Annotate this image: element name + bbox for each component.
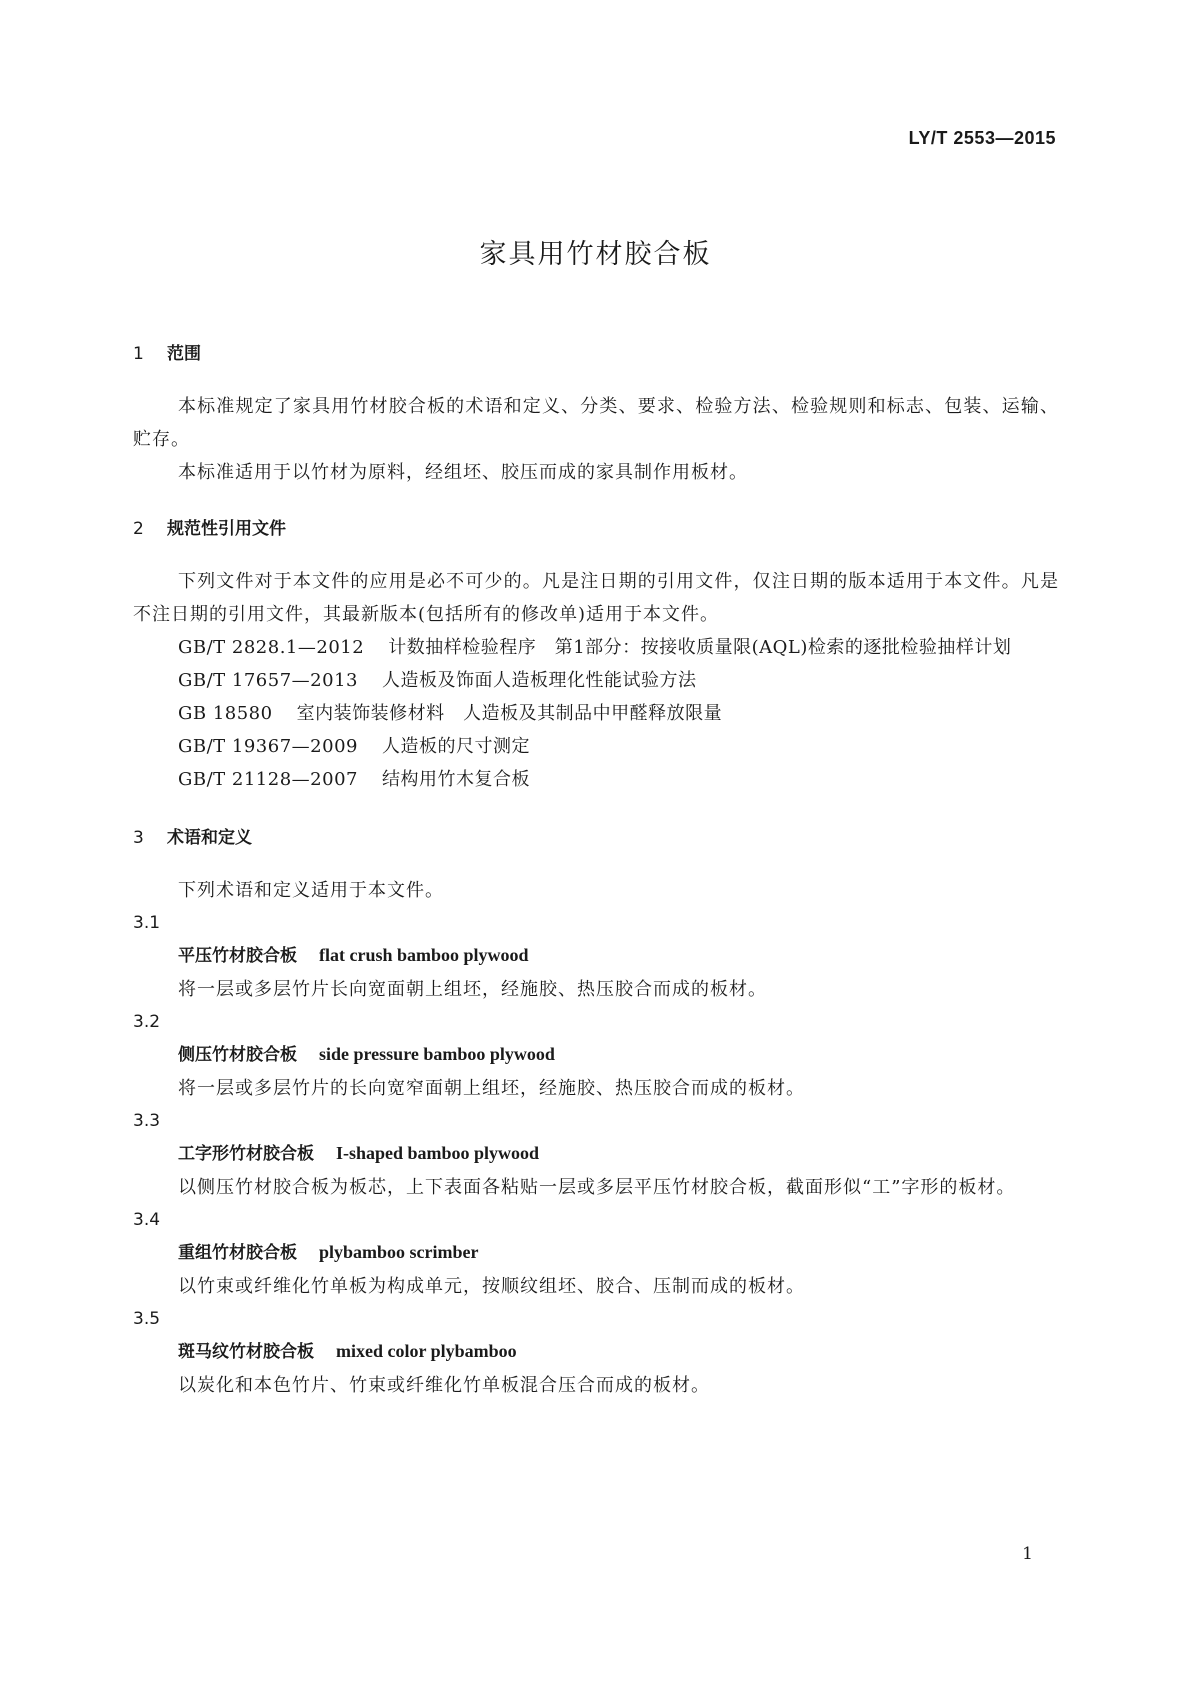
term-chinese: 工字形竹材胶合板 bbox=[178, 1144, 314, 1164]
term-english: plybamboo scrimber bbox=[319, 1242, 479, 1262]
term-heading bbox=[133, 1137, 1059, 1171]
term-definition: 将一层或多层竹片长向宽面朝上组坯，经施胶、热压胶合而成的板材。 bbox=[178, 979, 767, 1000]
reference-code: GB/T 21128—2007 bbox=[178, 769, 358, 790]
term-number: 3.4 bbox=[133, 1210, 161, 1230]
reference-code: GB/T 19367—2009 bbox=[178, 736, 358, 757]
reference-name: 结构用竹木复合板 bbox=[381, 769, 530, 790]
term-number: 3.1 bbox=[133, 913, 161, 933]
document-body bbox=[133, 342, 1059, 1402]
paragraph: 下列术语和定义适用于本文件。 bbox=[178, 880, 444, 901]
term-definition: 以炭化和本色竹片、竹束或纤维化竹单板混合压合而成的板材。 bbox=[178, 1375, 710, 1396]
reference-code: GB/T 17657—2013 bbox=[178, 670, 358, 691]
term-heading bbox=[133, 1038, 1059, 1072]
term-heading bbox=[133, 939, 1059, 973]
term-english: side pressure bamboo plywood bbox=[319, 1044, 555, 1064]
term-number: 3.3 bbox=[133, 1111, 161, 1131]
section-number: 3 bbox=[133, 828, 144, 848]
paragraph: 下列文件对于本文件的应用是必不可少的。凡是注日期的引用文件，仅注日期的版本适用于本文件。凡是不注日期的引用文件，其最新版本(包括所有的修改单)适用于本文件。 bbox=[133, 571, 1059, 625]
section-title: 范围 bbox=[167, 344, 201, 364]
section-number: 1 bbox=[133, 344, 144, 364]
document-title: 家具用竹材胶合板 bbox=[479, 239, 712, 270]
reference-item bbox=[133, 763, 1059, 796]
term-chinese: 斑马纹竹材胶合板 bbox=[178, 1342, 314, 1362]
term-english: I-shaped bamboo plywood bbox=[336, 1143, 540, 1163]
term-number: 3.5 bbox=[133, 1309, 161, 1329]
reference-item bbox=[133, 664, 1059, 697]
term-definition: 将一层或多层竹片的长向宽窄面朝上组坯，经施胶、热压胶合而成的板材。 bbox=[178, 1078, 805, 1099]
section-3-heading bbox=[133, 826, 1059, 850]
term-chinese: 重组竹材胶合板 bbox=[178, 1243, 297, 1263]
reference-name: 室内装饰装修材料 人造板及其制品中甲醛释放限量 bbox=[296, 703, 723, 724]
term-definition: 以侧压竹材胶合板为板芯，上下表面各粘贴一层或多层平压竹材胶合板，截面形似“工”字形的板材。 bbox=[178, 1177, 1016, 1198]
term-heading bbox=[133, 1335, 1059, 1369]
term-english: flat crush bamboo plywood bbox=[319, 945, 529, 965]
term-chinese: 平压竹材胶合板 bbox=[178, 946, 297, 966]
page-number: 1 bbox=[1022, 1544, 1033, 1564]
paragraph: 本标准适用于以竹材为原料，经组坯、胶压而成的家具制作用板材。 bbox=[178, 462, 748, 483]
term-definition: 以竹束或纤维化竹单板为构成单元，按顺纹组坯、胶合、压制而成的板材。 bbox=[178, 1276, 805, 1297]
reference-code: GB/T 2828.1—2012 bbox=[178, 637, 365, 658]
paragraph: 本标准规定了家具用竹材胶合板的术语和定义、分类、要求、检验方法、检验规则和标志、包装、运输、贮存。 bbox=[133, 396, 1059, 450]
standard-code: LY/T 2553—2015 bbox=[908, 128, 1056, 148]
section-1-heading bbox=[133, 342, 1059, 366]
reference-item bbox=[133, 631, 1059, 664]
reference-name: 人造板的尺寸测定 bbox=[381, 736, 530, 757]
section-title: 规范性引用文件 bbox=[167, 519, 286, 539]
term-english: mixed color plybamboo bbox=[336, 1341, 517, 1361]
term-number: 3.2 bbox=[133, 1012, 161, 1032]
reference-name: 计数抽样检验程序 第1部分：按接收质量限(AQL)检索的逐批检验抽样计划 bbox=[388, 637, 1012, 658]
term-chinese: 侧压竹材胶合板 bbox=[178, 1045, 297, 1065]
section-title: 术语和定义 bbox=[167, 828, 252, 848]
reference-name: 人造板及饰面人造板理化性能试验方法 bbox=[381, 670, 697, 691]
term-heading bbox=[133, 1236, 1059, 1270]
reference-item bbox=[133, 697, 1059, 730]
section-2-heading bbox=[133, 517, 1059, 541]
reference-item bbox=[133, 730, 1059, 763]
section-number: 2 bbox=[133, 519, 144, 539]
reference-code: GB 18580 bbox=[178, 703, 273, 724]
